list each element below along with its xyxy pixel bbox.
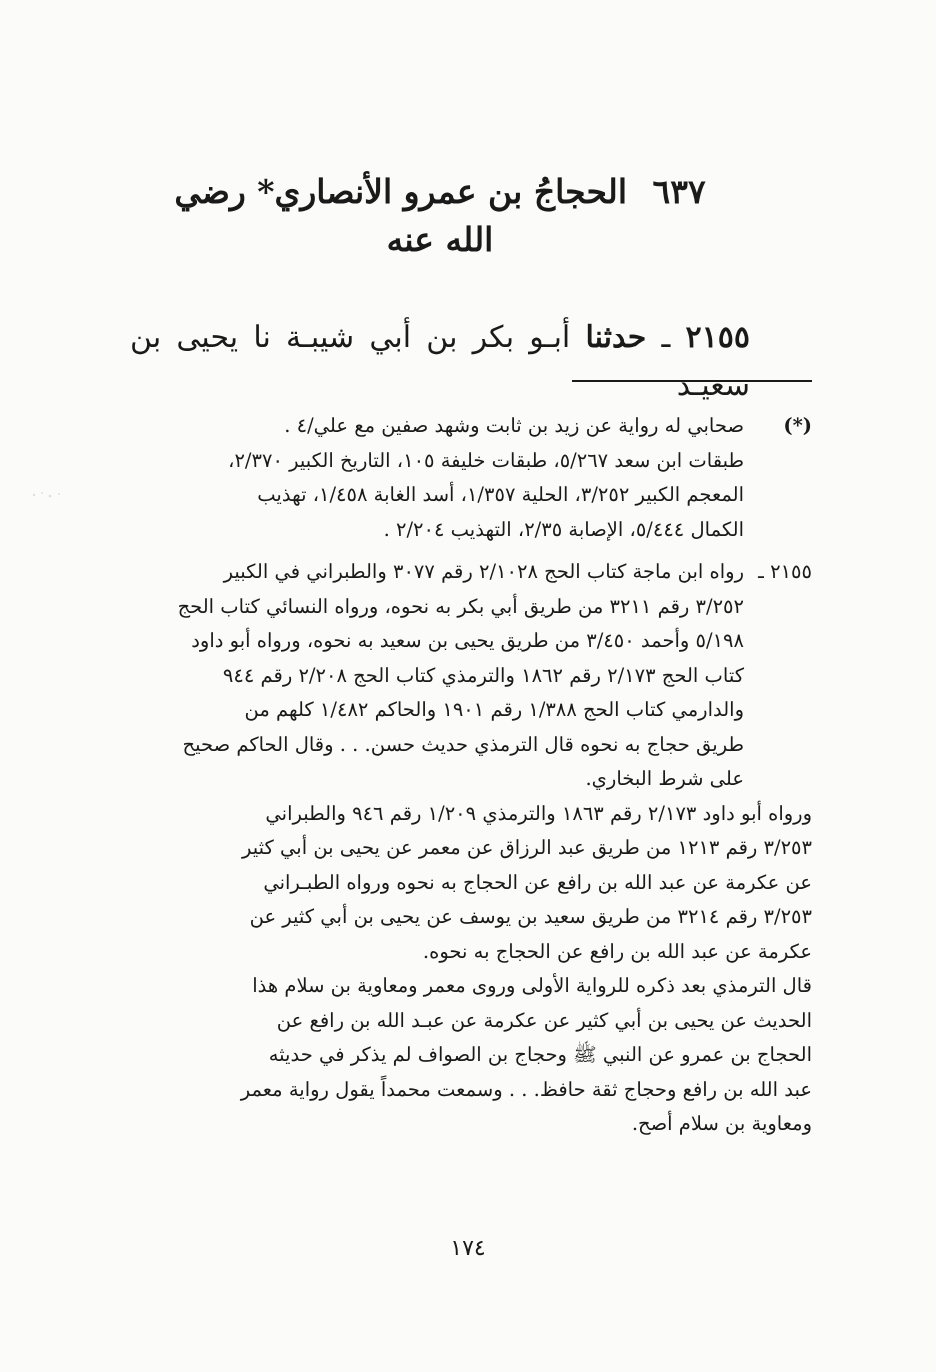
footnote-line: ومعاوية بن سلام أصح. xyxy=(631,1112,812,1135)
takhrij-paragraph-1 xyxy=(132,555,744,797)
footnote-line: كتاب الحج ٢/١٧٣ رقم ١٨٦٢ والترمذي كتاب الحج ٢/٢٠٨ رقم ٩٤٤ xyxy=(222,663,744,687)
footnote-line: عكرمة عن عبد الله بن رافع عن الحجاج به نحوه. xyxy=(422,939,812,963)
footnote-line: قال الترمذي بعد ذكره للرواية الأولى وروى معمر ومعاوية بن سلام هذا xyxy=(252,974,812,997)
footnote-star-marker: (*) xyxy=(783,414,812,437)
footnote-line: ٥/١٩٨ وأحمد ٣/٤٥٠ من طريق يحيى بن سعيد به نحوه، ورواه أبو داود xyxy=(191,629,744,652)
hadith-keyword: حدثنا xyxy=(585,320,647,355)
hadith-dash: ـ xyxy=(661,320,671,355)
footnote-line: الحجاج بن عمرو عن النبي ﷺ وحجاج بن الصواف لم يذكر في حديثه xyxy=(268,1043,812,1066)
footnote-line: والدارمي كتاب الحج ١/٣٨٨ رقم ١٩٠١ والحاكم ١/٤٨٢ كلهم من xyxy=(244,698,744,721)
footnote-line: ٣/٢٥٣ رقم ١٢١٣ من طريق عبد الرزاق عن معمر عن يحيى بن أبي كثير xyxy=(242,836,812,859)
footnote-line: ٣/٢٥٢ رقم ٣٢١١ من طريق أبي بكر به نحوه، ورواه النسائي كتاب الحج xyxy=(177,594,744,618)
hadith-text: أبـو بكر بن أبي شيبـة نا يحيى بن سعيـد xyxy=(130,320,750,403)
hadith-opening-line xyxy=(130,314,750,410)
footnote-line: رواه ابن ماجة كتاب الحج ٢/١٠٢٨ رقم ٣٠٧٧ والطبراني في الكبير xyxy=(223,560,744,583)
footnote-line: طبقات ابن سعد ٥/٢٦٧، طبقات خليفة ١٠٥، التاريخ الكبير ٢/٣٧٠، xyxy=(228,448,744,472)
footnote-line: عبد الله بن رافع وحجاج ثقة حافظ. . . وسمعت محمداً يقول رواية معمر xyxy=(240,1077,812,1101)
footnote-line: ٣/٢٥٣ رقم ٣٢١٤ من طريق سعيد بن يوسف عن يحيى بن أبي كثير عن xyxy=(249,905,812,928)
page-number: ١٧٤ xyxy=(450,1236,486,1261)
footnote-hadith-takhrij xyxy=(132,555,812,1142)
footnote-line: طريق حجاج به نحوه قال الترمذي حديث حسن. . . وقال الحاكم صحيح xyxy=(182,732,744,756)
hadith-number: ٢١٥٥ xyxy=(685,320,750,355)
footnote-line: المعجم الكبير ٣/٢٥٢، الحلية ١/٣٥٧، أسد الغابة ١/٤٥٨، تهذيب xyxy=(257,483,744,506)
takhrij-paragraph-3 xyxy=(132,969,812,1142)
footnote-line: على شرط البخاري. xyxy=(585,767,744,790)
footnote-separator xyxy=(572,380,812,382)
footnote-line: عن عكرمة عن عبد الله بن رافع عن الحجاج به نحوه ورواه الطبـراني xyxy=(263,870,812,894)
footnote-hadith-marker: ٢١٥٥ ـ xyxy=(758,560,812,583)
footnote-companion-bio xyxy=(132,409,812,547)
scan-smudge xyxy=(28,488,68,502)
footnote-line: ورواه أبو داود ٢/١٧٣ رقم ١٨٦٣ والترمذي ١/٢٠٩ رقم ٩٤٦ والطبراني xyxy=(265,801,812,825)
footnote-line: الحديث عن يحيى بن أبي كثير عن عكرمة عن عبـد الله بن رافع عن xyxy=(276,1008,812,1032)
takhrij-paragraph-2 xyxy=(132,797,812,970)
chapter-title-text: الحجاجُ بن عمرو الأنصاري* رضي الله عنه xyxy=(174,172,627,259)
footnote-line: الكمال ٥/٤٤٤، الإصابة ٢/٣٥، التهذيب ٢/٢٠٤ . xyxy=(383,517,744,541)
chapter-number: ٦٣٧ xyxy=(652,172,706,211)
footnote-line: صحابي له رواية عن زيد بن ثابت وشهد صفين مع علي/٤ . xyxy=(284,414,744,437)
chapter-heading xyxy=(160,168,720,264)
footnotes xyxy=(132,409,812,1142)
